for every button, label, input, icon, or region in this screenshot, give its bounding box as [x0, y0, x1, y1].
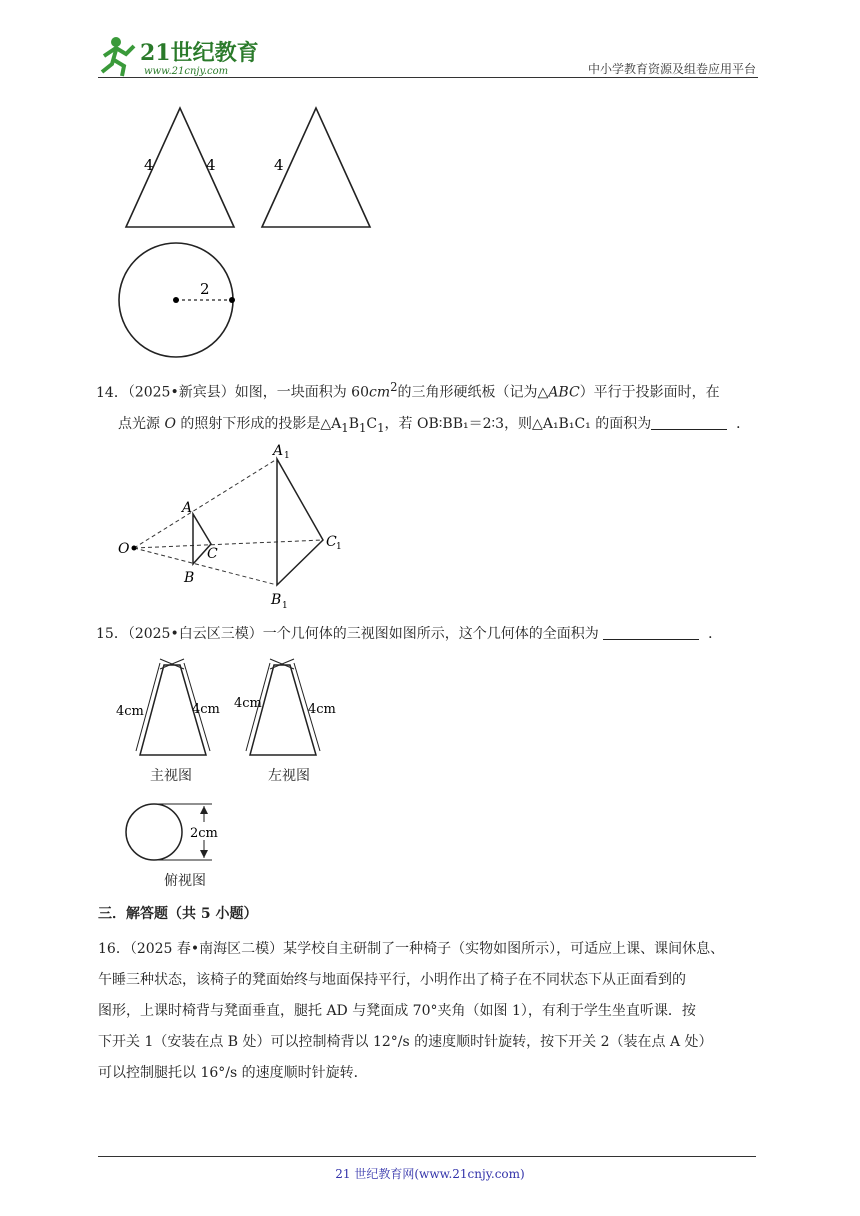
q13-figure [110, 100, 390, 370]
svg-text:1: 1 [282, 601, 288, 611]
edge-dot [229, 297, 235, 303]
side-view-caption: 左视图 [268, 768, 310, 784]
side-side-left: 4 [274, 156, 284, 174]
question-14: 14．（2025•新宾县）如图，一块面积为 $60cm^2$的三角形硬纸板（记为△ABC）平行于投影面时，在 点光源 O 的照射下形成的投影是$\triangle A_1B_1C_1$，若 OB∶BB₁＝2∶3，则△A₁B₁C₁ 的面积为 ． [96, 380, 751, 435]
q14-answer-blank[interactable] [651, 415, 727, 430]
front-side-left: 4 [144, 156, 154, 174]
svg-text:1: 1 [284, 451, 290, 461]
q15-views [110, 655, 350, 785]
svg-text:4cm: 4cm [192, 702, 220, 717]
runner-icon [102, 37, 134, 76]
q15-top-view [118, 798, 238, 868]
header-divider [98, 77, 758, 78]
svg-text:2cm: 2cm [190, 826, 218, 841]
q16-number: 16． [98, 941, 130, 957]
svg-text:O: O [118, 541, 130, 557]
q14-source: （2025•新宾县） [127, 384, 235, 401]
svg-text:4cm: 4cm [234, 696, 262, 711]
q15-answer-blank[interactable] [603, 625, 699, 640]
front-view-caption: 主视图 [150, 768, 192, 784]
logo-main: 21世纪教育 [140, 40, 259, 66]
svg-text:B: B [184, 570, 195, 586]
logo-sub: www.21cnjy.com [144, 66, 229, 77]
front-triangle [126, 108, 234, 227]
svg-text:1: 1 [336, 542, 342, 552]
question-16: 16．（2025 春•南海区二模）某学校自主研制了一种椅子（实物如图所示），可适应上课、课间休息、 午睡三种状态，该椅子的凳面始终与地面保持平行，小明作出了椅子在不同状态下从正面看到的 图形，上课时椅背与凳面垂直，腿托 AD 与凳面成 70°夹角（如图 1），有利于学生坐直听课．按 下开关 1（安装在点 B 处）可以控制椅背以 12°/s 的速度顺时针旋转，按下开关 2（装在点 A 处） 可以控制腿托以 16°/s 的速度顺时针旋转． [98, 941, 725, 1081]
footer-text[interactable]: 21 世纪教育网(www.21cnjy.com) [335, 1167, 525, 1181]
svg-text:A: A [182, 500, 193, 516]
radius-label: 2 [200, 280, 210, 298]
svg-text:B: B [271, 592, 282, 608]
q15-source: （2025•白云区三模） [127, 626, 263, 642]
site-logo [96, 34, 266, 78]
svg-text:C: C [326, 534, 337, 550]
center-dot [173, 297, 179, 303]
front-side-right: 4 [206, 156, 216, 174]
question-15: 15．（2025•白云区三模）一个几何体的三视图如图所示，这个几何体的全面积为 ． [96, 626, 723, 642]
svg-text:C: C [207, 546, 218, 562]
q15-number: 15． [96, 626, 128, 642]
top-view-caption: 俯视图 [164, 873, 206, 889]
point-o [132, 546, 137, 551]
q14-number: 14． [96, 384, 128, 401]
q14-figure [110, 440, 360, 615]
svg-text:A: A [273, 443, 284, 459]
svg-text:4cm: 4cm [116, 704, 144, 719]
section-title: 三．解答题（共 5 小题） [98, 906, 258, 922]
platform-name: 中小学教育资源及组卷应用平台 [587, 62, 756, 76]
svg-text:4cm: 4cm [308, 702, 336, 717]
footer-divider [98, 1156, 756, 1157]
